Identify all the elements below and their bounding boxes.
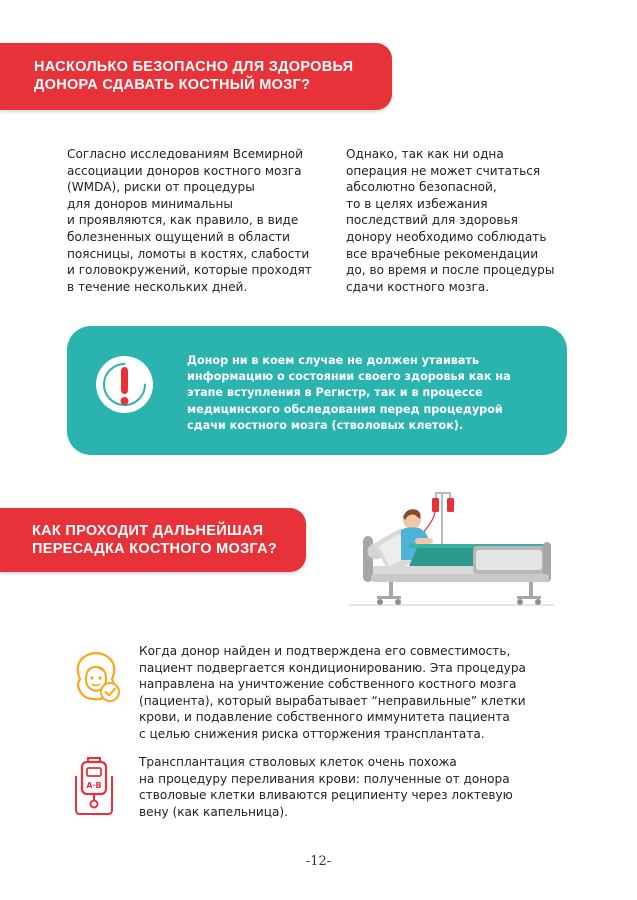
text-line: направлена на уничтожение собственного костного мозга	[139, 677, 517, 692]
text-line: пациент подвергается кондиционированию. Эта процедура	[139, 660, 526, 675]
warning-icon-badge	[96, 356, 153, 413]
exclamation-icon	[96, 356, 153, 413]
hospital-bed-illustration	[349, 486, 554, 608]
section-banner-transplant	[0, 508, 306, 572]
text-line: донору необходимо соблюдать	[346, 229, 547, 244]
text-line: абсолютно безопасной,	[346, 180, 497, 195]
transplant-paragraph-1	[139, 643, 526, 743]
text-line: с целью снижения риска отторжения трансплантата.	[139, 726, 485, 741]
text-line: Когда донор найден и подтверждена его совместимость,	[139, 644, 511, 658]
text-line: Согласно исследованиям Всемирной	[67, 147, 303, 161]
text-line: то в целях избежания	[346, 196, 488, 211]
text-line: операция не может считаться	[346, 163, 541, 178]
text-line: и проявляются, как правило, в виде	[67, 213, 299, 228]
text-line: вену (как капельница).	[139, 804, 288, 819]
text-line: этапе вступления в Регистр, так и в процессе	[187, 386, 483, 400]
text-line: стволовые клетки вливаются реципиенту через локтевую	[139, 788, 513, 803]
text-line: Донор ни в коем случае не должен утаивать	[187, 354, 479, 367]
donor-match-icon	[66, 647, 126, 707]
page-number: -12-	[305, 854, 332, 869]
intro-right-paragraph	[346, 146, 554, 295]
warning-text	[187, 353, 511, 434]
text-line: медицинского обследования перед процедурой	[187, 402, 503, 416]
iv-drip-icon	[70, 756, 120, 818]
svg-text:A·B: A·B	[86, 781, 102, 790]
intro-left-paragraph	[67, 146, 312, 295]
text-line: Однако, так как ни одна	[346, 147, 504, 161]
text-line: сдачи костного мозга (стволовых клеток).	[187, 418, 464, 432]
text-line: все врачебные рекомендации	[346, 246, 539, 261]
text-line: (WMDA), риски от процедуры	[67, 180, 255, 195]
text-line: сдачи костного мозга.	[346, 279, 490, 294]
text-line: и головокружений, которые проходят	[67, 263, 312, 278]
text-line: в течение нескольких дней.	[67, 279, 248, 294]
text-line: (пациента), который вырабатывает “неправильные” клетки	[139, 693, 526, 708]
text-line: крови, и подавление собственного иммунитета пациента	[139, 710, 510, 725]
section-title-line: ПЕРЕСАДКА КОСТНОГО МОЗГА?	[32, 541, 277, 557]
section-banner-safety	[0, 43, 392, 110]
text-line: Трансплантация стволовых клеток очень похожа	[139, 755, 457, 769]
transplant-paragraph-2	[139, 754, 513, 820]
text-line: последствий для здоровья	[346, 213, 518, 228]
section-title-line: ДОНОРА СДАВАТЬ КОСТНЫЙ МОЗГ?	[34, 77, 311, 93]
text-line: на процедуру переливания крови: полученные от донора	[139, 771, 510, 786]
text-line: до, во время и после процедуры	[346, 263, 555, 278]
section-title-line: НАСКОЛЬКО БЕЗОПАСНО ДЛЯ ЗДОРОВЬЯ	[34, 59, 354, 75]
text-line: ассоциации доноров костного мозга	[67, 163, 302, 178]
text-line: для доноров минимальны	[67, 196, 233, 211]
text-line: поясницы, ломоты в костях, слабости	[67, 246, 310, 261]
section-title-line: КАК ПРОХОДИТ ДАЛЬНЕЙШАЯ	[32, 523, 264, 539]
text-line: информацию о состоянии своего здоровья как на	[187, 370, 511, 384]
text-line: болезненных ощущений в области	[67, 229, 290, 244]
